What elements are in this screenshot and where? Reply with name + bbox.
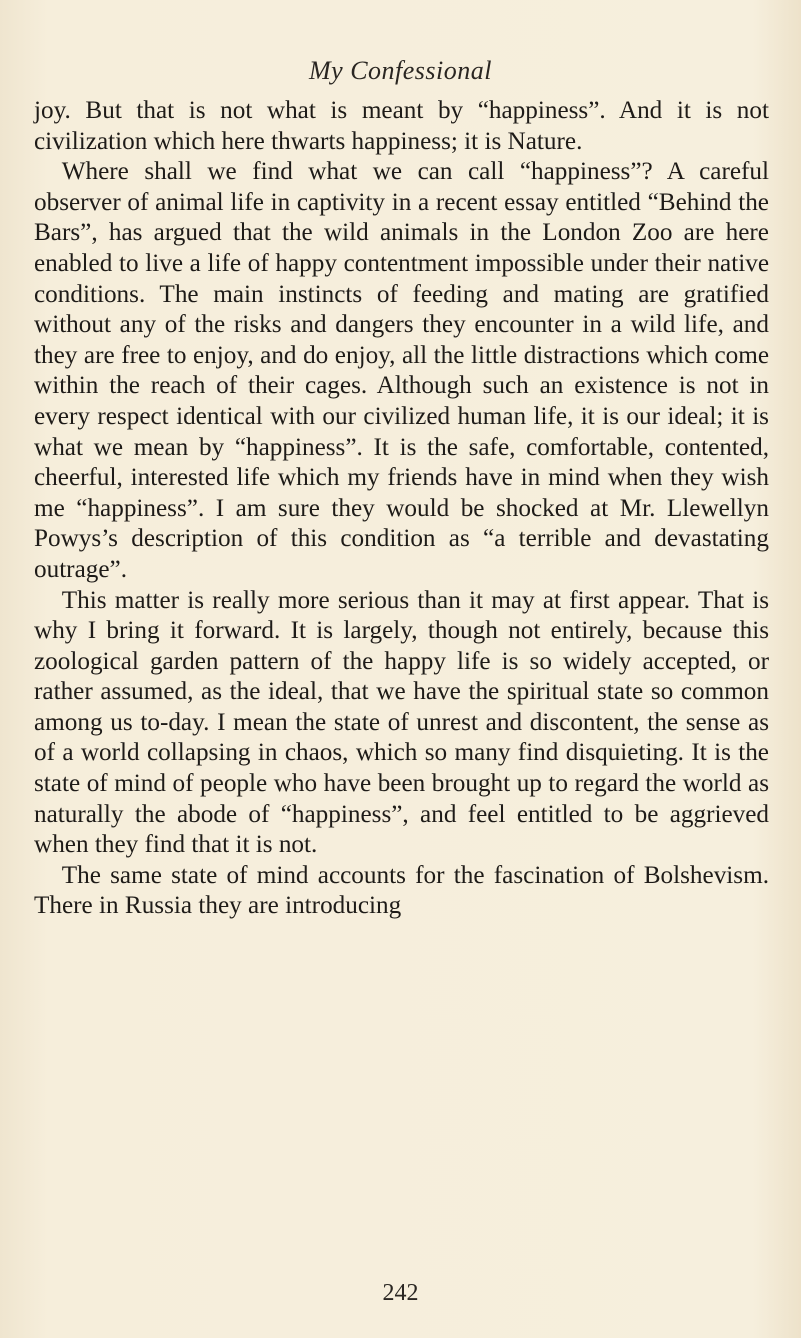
body-text (34, 96, 769, 922)
paragraph-4: The same state of mind accounts for the fascination of Bolshevism. There in Russia they are introducing (34, 861, 769, 920)
paragraph-1: joy. But that is not what is meant by “happiness”. And it is not civilization which here thwarts happiness; it is Nature. (34, 97, 769, 155)
page-number: 242 (382, 1280, 419, 1306)
paragraph-3: This matter is really more serious than it may at first appear. That is why I bring it forward. It is largely, though not entirely, because this zoological garden pattern of the happy life is so widely accepted, or rather assumed, as the ideal, that we have the spiritual state so common among us to-day. I mean the state of unrest and discontent, the sense as of a world collapsing in chaos, which so many find disquieting. It is the state of mind of people who have been brought up to regard the world as naturally the abode of “happiness”, and feel entitled to be aggrieved when they find that it is not. (34, 586, 769, 859)
paragraph-2: Where shall we find what we can call “happiness”? A careful observer of animal life in captivity in a recent essay entitled “Behind the Bars”, has argued that the wild animals in the London Zoo are here enabled to live a life of happy contentment impossible under their native conditions. The main instincts of feeding and mating are gratified without any of the risks and dangers they encounter in a wild life, and they are free to enjoy, and do enjoy, all the little distractions which come within the reach of their cages. Although such an existence is not in every respect identical with our civilized human life, it is our ideal; it is what we mean by “happiness”. It is the safe, comfortable, contented, cheerful, interested life which my friends have in mind when they wish me “happiness”. I am sure they would be shocked at Mr. Llewellyn Powys’s description of this condition as “a terrible and devastating outrage”. (34, 158, 769, 583)
running-head: My Confessional (309, 56, 492, 85)
